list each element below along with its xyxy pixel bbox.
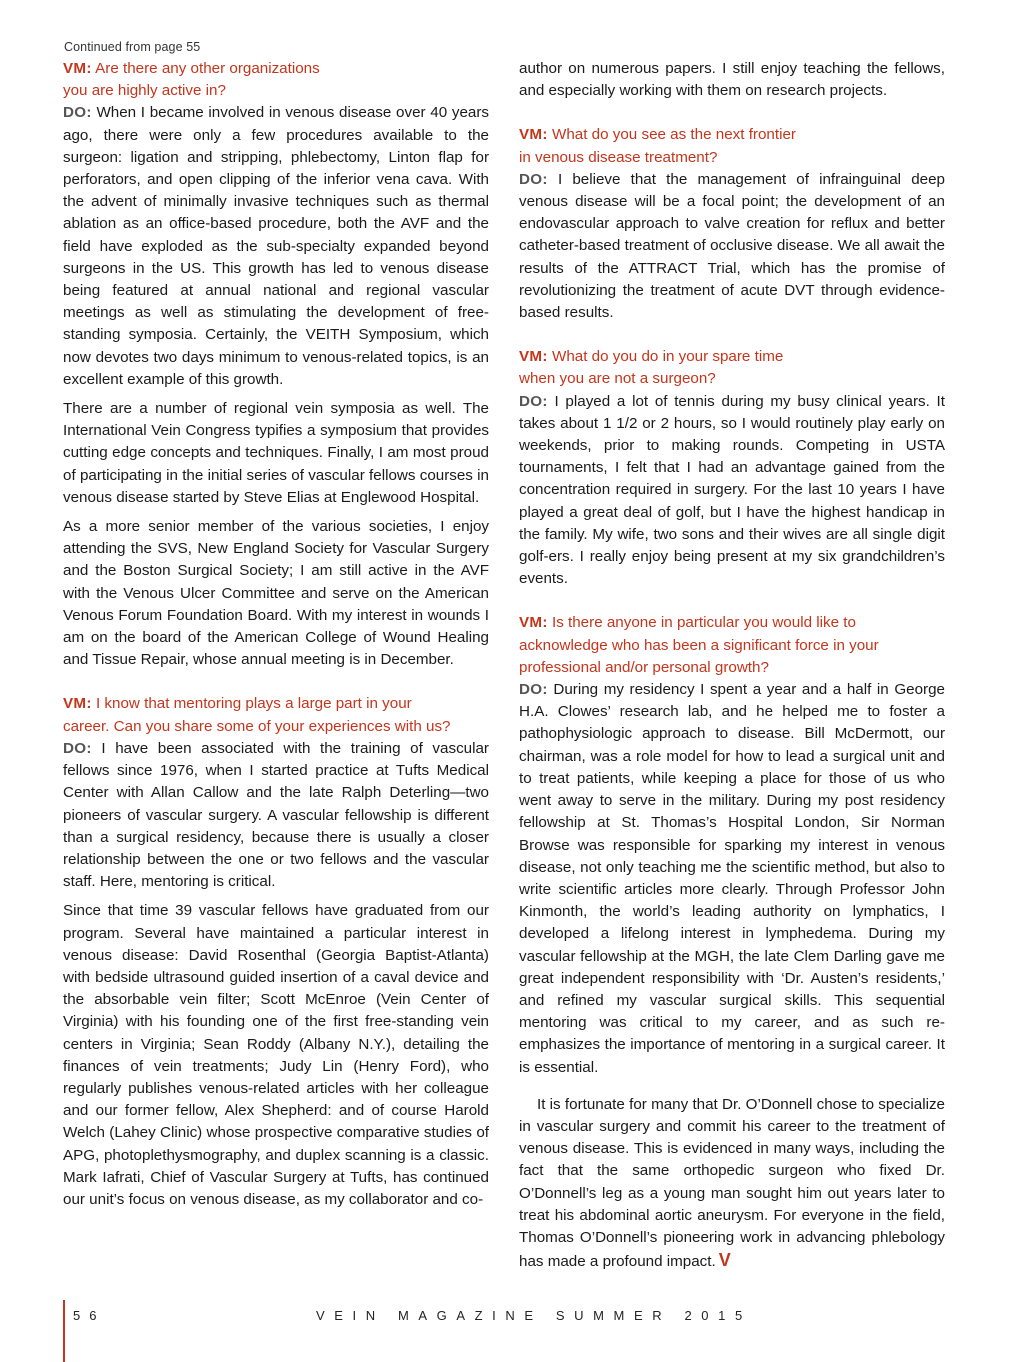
- answer-paragraph: Since that time 39 vascular fellows have graduated from our program. Several have maintained a particular interest in venous disease: David Rosenthal (Georgia Baptist-Atlanta) with bedside ultrasound guided insertion of a caval device and the absorbable vein filter; Scott McEnroe (Vein Center of Virginia) with his founding one of the first free-standing vein centers in Virginia; Sean Roddy (Albany N.Y.), detailing the finances of vein treatments; Judy Lin (Henry Ford), who regularly publishes venous-related articles with her colleague and our former fellow, Alex Shepherd: and of course Harold Welch (Lahey Clinic) whose prospective comparative studies of APG, photoplethysmography, and duplex scanning is a classic. Mark Iafrati, Chief of Vascular Surgery at Tufts, has continued our unit’s focus on venous disease, as my collaborator and co-: [63, 902, 489, 1208]
- answer-paragraph: I believe that the management of infrainguinal deep venous disease will be a focal point; the development of an endovascular approach to valve creation for reflux and better catheter-based treatment of occlusive disease. We all await the results of the ATTRACT Trial, which has the promise of revolutionizing the treatment of acute DVT through evidence-based results.: [519, 170, 945, 322]
- question-text: acknowledge who has been a significant force in your: [519, 636, 879, 654]
- question-next-frontier: [519, 124, 945, 168]
- do-label: DO:: [519, 170, 548, 188]
- left-column: [63, 58, 489, 1211]
- question-text: professional and/or personal growth?: [519, 658, 769, 676]
- question-spare-time: [519, 346, 945, 390]
- answer-paragraph: I have been associated with the training of vascular fellows since 1976, when I started practice at Tufts Medical Center with Allan Callow and the late Ralph Deterling—two pioneers of vascular surgery. A vascular fellowship is different than a surgical residency, because there is usually a closer relationship between the one or two fellows and the vascular staff. Here, mentoring is critical.: [63, 739, 489, 891]
- closing-paragraph: [519, 1094, 945, 1274]
- closing-text: It is fortunate for many that Dr. O’Donnell chose to specialize in vascular surgery and commit his career to the treatment of venous disease. This is evidenced in many ways, including the fact that the same orthopedic surgeon who fixed Dr. O’Donnell’s leg as a young man sought him out years later to treat his abdominal aortic aneurysm. For everyone in the field, Thomas O’Donnell’s pioneering work in advancing phlebology has made a profound impact.: [519, 1095, 945, 1271]
- magazine-footer-title: VEIN MAGAZINE SUMMER 2015: [316, 1308, 752, 1323]
- answer-next-frontier: [519, 169, 945, 324]
- end-mark-icon: V: [718, 1250, 731, 1271]
- question-text: you are highly active in?: [63, 82, 226, 100]
- do-label: DO:: [519, 392, 548, 410]
- do-label: DO:: [63, 739, 92, 757]
- footer-accent-bar: [63, 1300, 65, 1362]
- question-organizations: [63, 58, 489, 102]
- answer-acknowledge: [519, 679, 945, 1079]
- vm-label: VM:: [519, 614, 548, 632]
- vm-label: VM:: [63, 60, 92, 77]
- answer-paragraph: There are a number of regional vein symposia as well. The International Vein Congress typifies a symposium that provides cutting edge concepts and techniques. Finally, I am most proud of participating in the initial series of vascular fellows courses in venous disease started by Steve Elias at Englewood Hospital.: [63, 400, 489, 506]
- question-acknowledge: [519, 612, 945, 679]
- vm-label: VM:: [63, 695, 92, 713]
- do-label: DO:: [519, 681, 548, 699]
- question-text: career. Can you share some of your experiences with us?: [63, 717, 451, 735]
- question-text: when you are not a surgeon?: [519, 370, 716, 388]
- answer-continuation: author on numerous papers. I still enjoy teaching the fellows, and especially working with them on research projects.: [519, 60, 945, 100]
- question-text: Are there any other organizations: [95, 60, 320, 77]
- vm-label: VM:: [519, 348, 548, 366]
- do-label: DO:: [63, 104, 92, 122]
- question-text: Is there anyone in particular you would like to: [551, 614, 856, 632]
- question-text: in venous disease treatment?: [519, 148, 718, 166]
- question-text: What do you do in your spare time: [551, 348, 784, 366]
- vm-label: VM:: [519, 126, 548, 144]
- answer-paragraph: During my residency I spent a year and a half in George H.A. Clowes’ research lab, and he helped me to foster a pathophysiologic approach to disease. Bill McDermott, our chairman, was a role model for how to lead a surgical unit and to treat patients, while keeping a place for those of us who went away to serve in the military. During my post residency fellowship at St. Thomas’s Hospital London, Sir Norman Browse was responsible for sparking my interest in venous disease, not only teaching me the scientific method, but also to write scientific articles more clearly. Through Professor John Kinmonth, the world’s leading authority on lymphatics, I developed a lifelong interest in lymphedema. During my vascular fellowship at the MGH, the late Clem Darling gave me great independent responsibility with ‘Dr. Austen’s residents,’ and refined my vascular surgical skills. This sequential mentoring was critical to my career, and as such re-emphasizes the importance of mentoring in a surgical career. It is essential.: [519, 681, 945, 1076]
- answer-organizations: [63, 102, 489, 671]
- answer-spare-time: [519, 391, 945, 591]
- question-mentoring: [63, 693, 489, 737]
- page-number: 56: [73, 1308, 106, 1323]
- right-column: [519, 58, 945, 1273]
- question-text: What do you see as the next frontier: [551, 126, 796, 144]
- answer-mentoring: [63, 738, 489, 1211]
- answer-paragraph: When I became involved in venous disease over 40 years ago, there were only a few procedures available to the surgeon: ligation and stripping, phlebectomy, Linton flap for perforators, and open clipping of the inferior vena cava. With the advent of minimally invasive techniques such as thermal ablation as an office-based procedure, both the AVF and the field have exploded as the sub-specialty expanded beyond surgeons in the US. This growth has led to venous disease being featured at annual national and regional vascular meetings as well as stimulating the development of free-standing symposia. Certainly, the VEITH Symposium, which now devotes two days minimum to venous-related topics, is an excellent example of this growth.: [63, 104, 489, 388]
- continued-note: Continued from page 55: [64, 40, 201, 54]
- answer-paragraph: I played a lot of tennis during my busy clinical years. It takes about 1 1/2 or 2 hours, so I would routinely play early on weekends, prior to making rounds. Competing in USTA tournaments, I felt that I had an advantage gained from the concentration required in surgery. For the last 10 years I have played a great deal of golf, but I have the highest handicap in the family. My wife, two sons and their wives are all single digit golf-ers. I really enjoy being present at my six grandchildren’s events.: [519, 392, 945, 588]
- answer-paragraph: As a more senior member of the various societies, I enjoy attending the SVS, New England Society for Vascular Surgery and the Boston Surgical Society; I am still active in the AVF with the Venous Ulcer Committee and serve on the American Venous Forum Foundation Board. With my interest in wounds I am on the board of the American College of Wound Healing and Tissue Repair, whose annual meeting is in December.: [63, 518, 489, 669]
- question-text: I know that mentoring plays a large part in your: [95, 695, 412, 713]
